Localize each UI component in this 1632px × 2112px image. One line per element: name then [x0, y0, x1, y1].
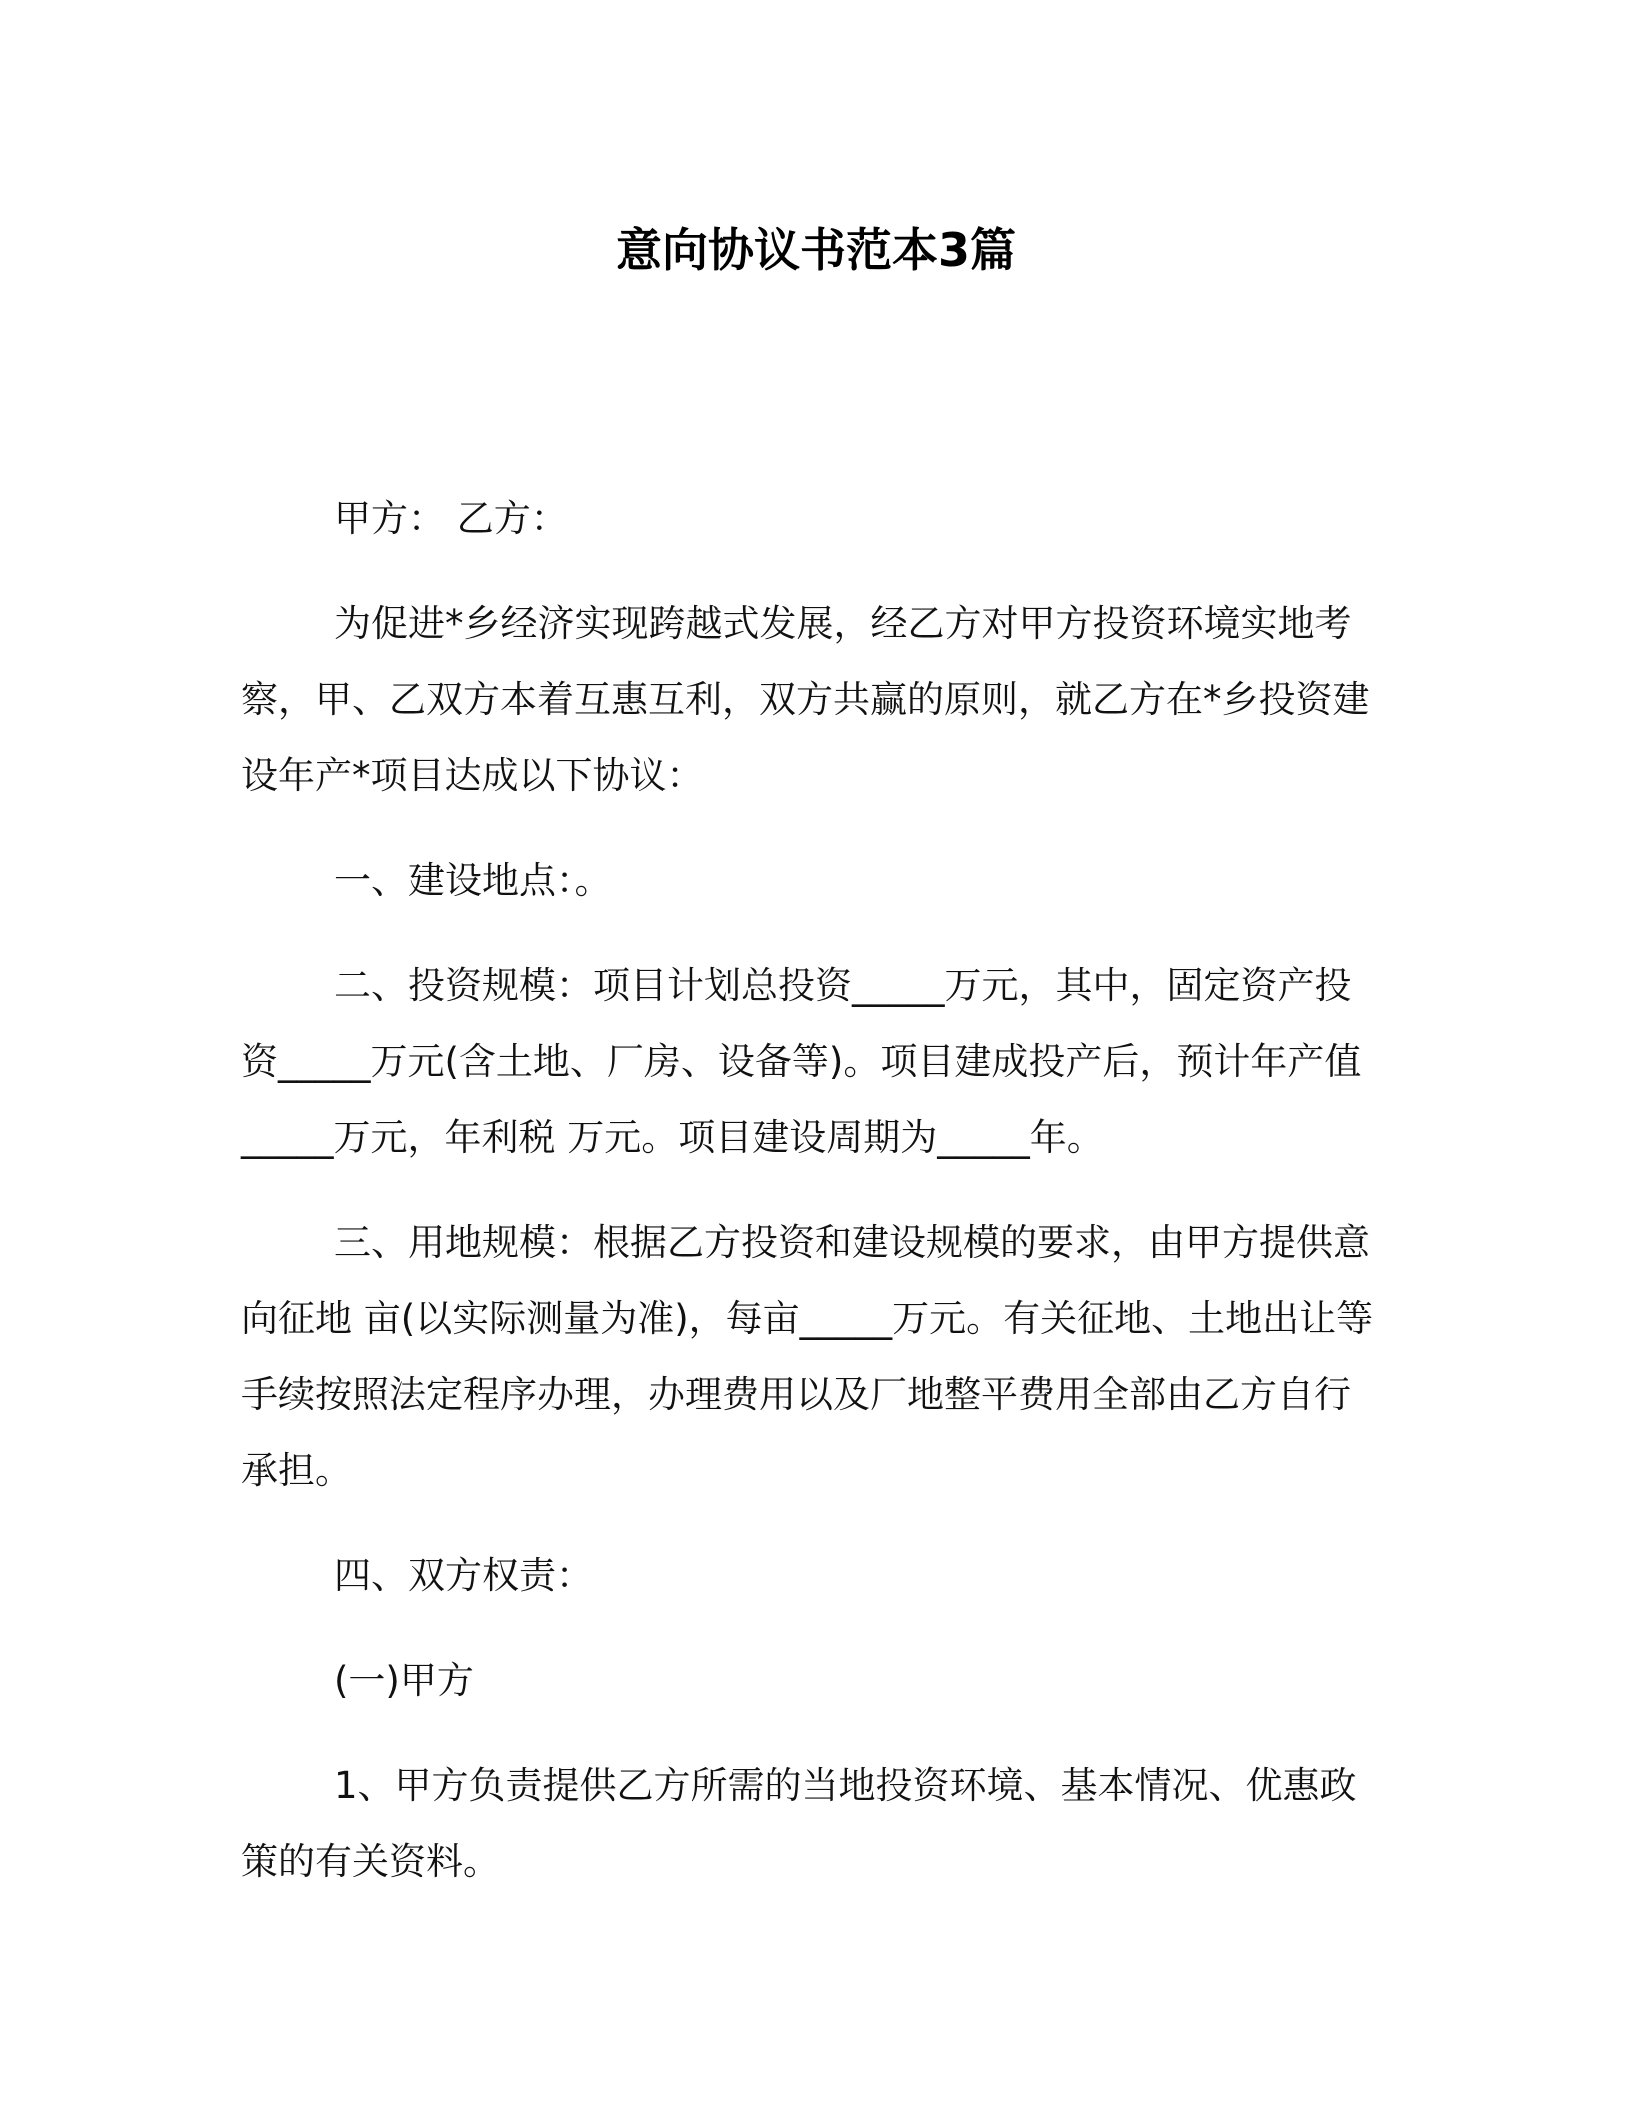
paragraph-line: 三、用地规模：根据乙方投资和建设规模的要求，由甲方提供意 — [334, 1221, 1370, 1264]
paragraph-line: 二、投资规模：项目计划总投资_____万元，其中，固定资产投 — [334, 964, 1352, 1007]
document-body — [241, 481, 1421, 1929]
clause-location — [241, 843, 1421, 919]
paragraph-line: 察，甲、乙双方本着互惠互利，双方共赢的原则，就乙方在*乡投资建 — [241, 678, 1370, 721]
clause-investment-scale — [241, 948, 1421, 1176]
clause-rights-heading — [241, 1538, 1421, 1614]
paragraph-line: 设年产*项目达成以下协议： — [241, 754, 704, 797]
paragraph-line: 一、建设地点：。 — [334, 859, 612, 902]
paragraph-line: 甲方： 乙方： — [334, 497, 568, 540]
paragraph-line: 策的有关资料。 — [241, 1840, 500, 1883]
clause-land-scale — [241, 1205, 1421, 1509]
parties-paragraph — [241, 481, 1421, 557]
paragraph-line: 1、甲方负责提供乙方所需的当地投资环境、基本情况、优惠政 — [334, 1764, 1357, 1807]
paragraph-line: (一)甲方 — [334, 1659, 474, 1702]
paragraph-line: 为促进*乡经济实现跨越式发展，经乙方对甲方投资环境实地考 — [334, 602, 1352, 645]
paragraph-line: 承担。 — [241, 1449, 352, 1492]
paragraph-line: _____万元，年利税 万元。项目建设周期为_____年。 — [241, 1116, 1104, 1159]
preamble-paragraph — [241, 586, 1421, 814]
party-a-item-1 — [241, 1748, 1421, 1900]
paragraph-line: 向征地 亩(以实际测量为准)，每亩_____万元。有关征地、土地出让等 — [241, 1297, 1374, 1340]
paragraph-line: 资_____万元(含土地、厂房、设备等)。项目建成投产后，预计年产值 — [241, 1040, 1362, 1083]
paragraph-line: 手续按照法定程序办理，办理费用以及厂地整平费用全部由乙方自行 — [241, 1373, 1351, 1416]
document-title: 意向协议书范本3篇 — [615, 223, 1016, 277]
paragraph-line: 四、双方权责： — [334, 1554, 593, 1597]
party-a-subheading — [241, 1643, 1421, 1719]
